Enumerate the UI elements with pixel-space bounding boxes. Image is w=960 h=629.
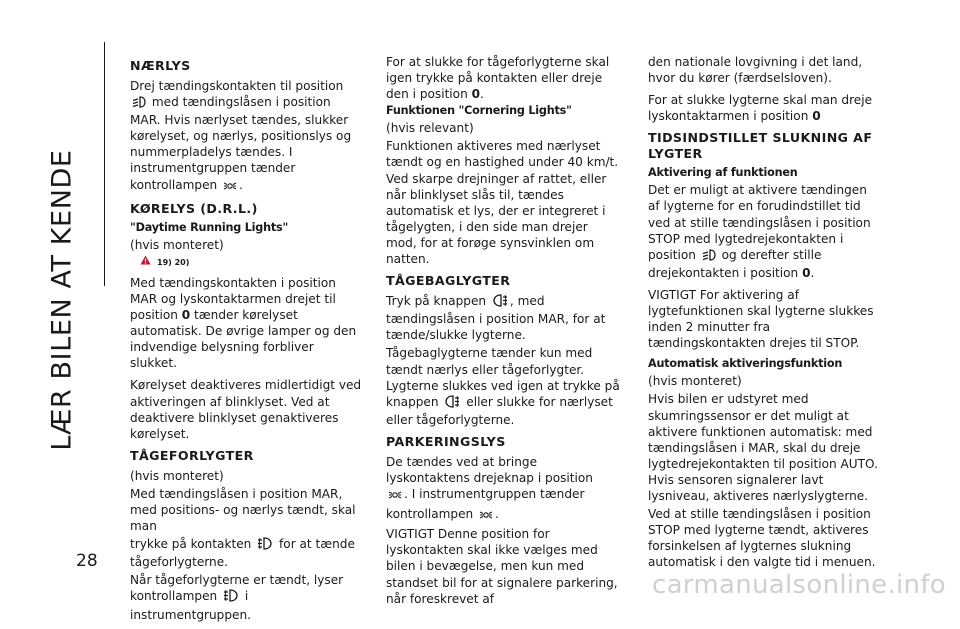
col3-position-zero: 0 [812, 109, 821, 124]
heading-tagebaglygter: TÅGEBAGLYGTER [386, 273, 511, 289]
naerlys-text-b: med tændingslåsen i position MAR. Hvis nærlyset tændes, slukker kørelyset, og nærlys, positionslys og nummerpladelys tændes. I instrumentgruppen tænder kontrollampen [130, 95, 352, 192]
warning-triangle-icon [140, 255, 151, 271]
heading-naerlys: NÆRLYS [130, 58, 191, 73]
tage-text-a: trykke på kontakten [130, 537, 252, 552]
heading-tageforlygter: TÅGEFORLYGTER [130, 447, 254, 463]
column-1 [130, 54, 364, 629]
tage-text-b: for at tænde tågeforlygterne. [130, 537, 355, 570]
tage-text-d: i instrumentgruppen. [130, 589, 251, 622]
heading-automatisk: Automatisk aktiveringsfunktion [648, 357, 843, 371]
col3-text-a: For at slukke lygterne skal man dreje lyskontaktarmen i position [648, 93, 873, 124]
col2-paragraph-1: For at slukke for tågeforlygterne skal igen trykke på kontakten eller dreje den i position 0. [386, 55, 610, 102]
col2-position-zero: 0 [471, 87, 481, 102]
heading-korelys: KØRELYS (D.R.L.) [130, 200, 258, 216]
parker-paragraph-1 [386, 454, 620, 504]
tagebag-paragraph-1 [386, 293, 620, 343]
akt-paragraph-2: VIGTIGT For aktivering af lygtefunktionen skal lygterne slukkes inden 2 minutter fra tændingskontakten drejes til STOP. [648, 287, 874, 351]
parker-text-c: kontrollampen [386, 507, 474, 522]
tagebag-paragraph-2 [386, 345, 620, 427]
korelys-optional: (hvis monteret) [130, 237, 224, 252]
akt-text-a: Det er muligt at aktivere tændingen af lygterne for en forudindstillet tid ved at stille tændingslåsen i position STOP med lygtedrejekontakten i position [648, 183, 871, 262]
tage-paragraph-3 [130, 572, 364, 622]
parking-indicator-icon [479, 508, 493, 524]
heading-tidsindstillet: TIDSINDSTILLET SLUKNING AF LYGTER [648, 130, 873, 162]
tage-text-c: Når tågeforlygterne er tændt, lyser kontrollampen [130, 573, 344, 604]
rear-fog-button-icon [444, 395, 460, 412]
low-beam-switch-icon [702, 249, 716, 265]
warning-ref-numbers: 19) 20) [157, 257, 190, 267]
column-2 [386, 54, 620, 613]
heading-parkeringslys: PARKERINGSLYS [386, 433, 506, 449]
korelys-subtitle: "Daytime Running Lights" [130, 220, 289, 234]
col3-paragraph-2 [648, 92, 882, 124]
parking-light-icon [388, 488, 402, 504]
corner-paragraph: Funktionen aktiveres med nærlyset tændt og en hastighed under 40 km/t. Ved skarpe drejninger af rattet, eller når blinklyset slås til, tændes automatisk et lys, der er integreret i tågelygten, i den side man drejer mod, for at forøge synsvinklen om natten. [386, 139, 619, 267]
auto-paragraph-1: Hvis bilen er udstyret med skumringssensor er det muligt at aktivere funktionen automatisk: med tændingslåsen i MAR, skal du dreje lygtedrejekontakten til position AUTO. Hvis sensoren signalerer lavt lysniveau, aktiveres nærlyslygterne. [648, 392, 878, 503]
akt-position-zero: 0 [802, 265, 811, 280]
korelys-text-b: tænder kørelyset automatisk. De øvrige lamper og den indvendige belysning forbliver slukket. [130, 308, 357, 371]
auto-optional: (hvis monteret) [648, 374, 742, 389]
tage-paragraph-2 [130, 536, 364, 570]
page-number: 28 [76, 551, 98, 571]
heading-cornering: Funktionen "Cornering Lights" [386, 104, 572, 118]
tagebag-text-c: Tågebaglygterne tænder kun med tændt nærlys eller tågeforlygter. Lygterne slukkes ved igen at trykke på knappen [386, 346, 620, 409]
akt-text-b: og derefter stille drejekontakten i position [648, 247, 822, 280]
col2-text-a: For at slukke for tågeforlygterne skal igen trykke på kontakten eller dreje den i position [386, 55, 610, 102]
low-beam-icon [132, 96, 146, 112]
tagebag-text-d: eller slukke for nærlyset eller tågeforlygterne. [386, 394, 613, 427]
parker-text-a: De tændes ved at bringe lyskontaktens drejeknap i position [386, 454, 593, 485]
naerlys-text-a: Drej tændingskontakten til position [130, 79, 344, 93]
akt-paragraph-1: Det er muligt at aktivere tændingen af lygterne for en forudindstillet tid ved at stille tændingslåsen i position STOP med lygtedrejekontakten i position og derefter stille drejekontakten i position 0. [648, 183, 871, 280]
side-divider [104, 42, 105, 286]
tagebag-text-b: , med tændingslåsen i position MAR, for at tænde/slukke lygterne. [386, 294, 606, 343]
position-light-icon [223, 179, 237, 195]
watermark: carmanualsonline.info [651, 570, 946, 600]
korelys-text-a: Med tændingskontakten i position MAR og lyskontaktarmen drejet til position [130, 275, 336, 323]
warning-reference [140, 255, 364, 271]
front-fog-icon [257, 537, 273, 554]
tage-paragraph-1: Med tændingslåsen i position MAR, med positions- og nærlys tændt, skal man [130, 486, 356, 534]
corner-optional: (hvis relevant) [386, 121, 474, 136]
korelys-paragraph-2: Kørelyset deaktiveres midlertidigt ved aktiveringen af blinklyset. Ved at deaktivere blinklyset genaktiveres kørelyset. [130, 378, 362, 441]
column-3 [648, 54, 882, 576]
col3-paragraph-1: den nationale lovgivning i det land, hvor du kører (færdselsloven). [648, 55, 863, 86]
auto-paragraph-2: Ved at stille tændingslåsen i position STOP med lygterne tændt, aktiveres forsinkelsen af lygternes slukning automatisk i den valgte tid i menuen. [648, 507, 876, 570]
tagebag-text-a: Tryk på knappen [386, 294, 487, 309]
parker-paragraph-3: VIGTIGT Denne position for lyskontakten skal ikke vælges med bilen i bevægelse, men kun med standset bil for at signalere parkering, når foreskrevet af [386, 527, 618, 606]
parker-paragraph-2: kontrollampen . [386, 506, 620, 524]
korelys-paragraph-1 [130, 275, 364, 372]
side-section-title: LÆR BILEN AT KENDE [46, 149, 78, 451]
heading-aktivering: Aktivering af funktionen [648, 166, 798, 180]
rear-fog-icon [492, 294, 508, 311]
korelys-position-zero: 0 [181, 308, 191, 323]
naerlys-paragraph: Drej tændingskontakten til position med tændingslåsen i position MAR. Hvis nærlyset tændes, slukker kørelyset, og nærlys, positionslys og nummerpladelys tændes. I instrumentgruppen tænder kontrollampen . [130, 78, 364, 195]
parker-text-b: . I instrumentgruppen tænder [404, 487, 585, 502]
tage-optional: (hvis monteret) [130, 468, 224, 483]
